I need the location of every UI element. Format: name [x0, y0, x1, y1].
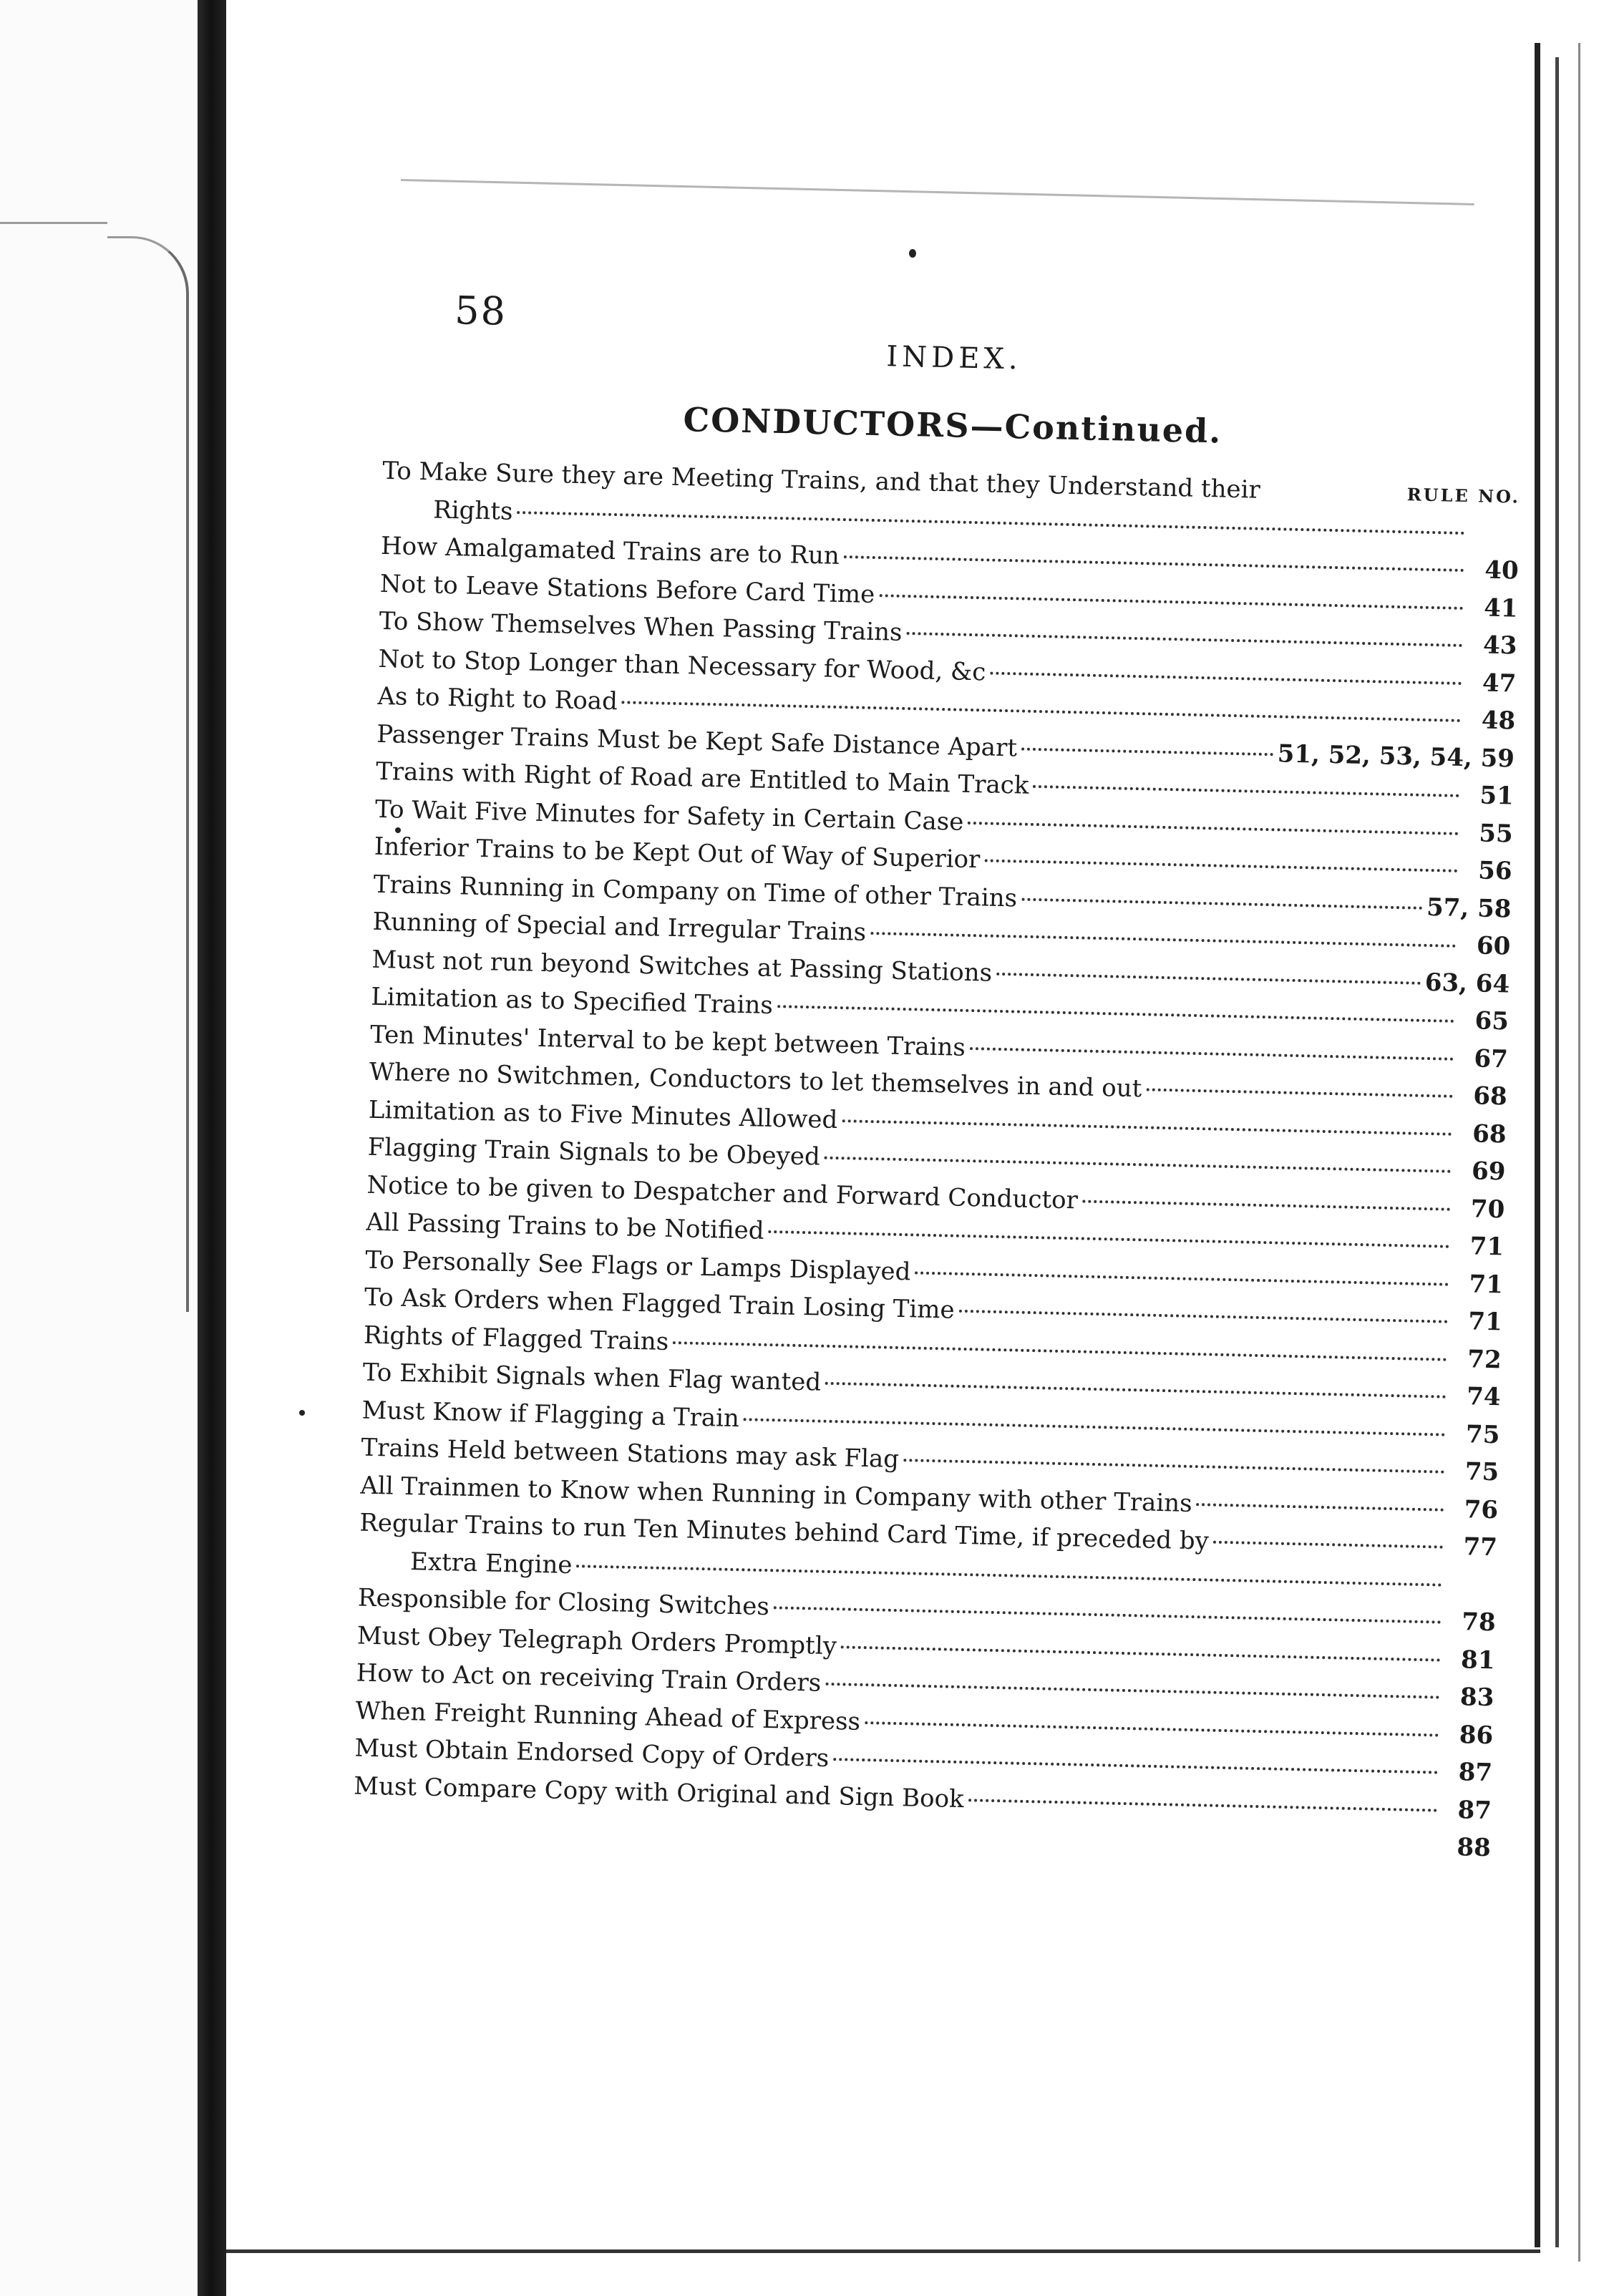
entry-text: Must Obtain Endorsed Copy of Orders [354, 1733, 830, 1773]
rule-number: 55 [1478, 818, 1514, 849]
entry-text: Trains with Right of Road are Entitled to Main Track [375, 757, 1029, 800]
rule-number: 51, 52, 53, 54, 59 [1277, 739, 1515, 774]
section-title: CONDUCTORS—Continued. [682, 400, 1222, 451]
entry-text: Limitation as to Specified Trains [370, 982, 774, 1021]
dot-leader [1033, 785, 1459, 797]
page-number: 58 [454, 288, 507, 334]
entry-text: Not to Leave Stations Before Card Time [379, 569, 875, 609]
page-crease-line [0, 222, 107, 224]
page-fold-line [401, 179, 1474, 205]
entry-text: To Wait Five Minutes for Safety in Certain Case [374, 794, 964, 837]
dot-leader [1146, 1088, 1452, 1097]
dot-leader [768, 1230, 1449, 1248]
dot-leader [777, 1005, 1454, 1023]
page-crease [107, 236, 189, 1312]
rule-number: 68 [1472, 1119, 1507, 1149]
dot-leader [833, 1758, 1438, 1774]
entry-text: Regular Trains to run Ten Minutes behind Card Time, if preceded by [359, 1508, 1210, 1556]
dot-leader [1213, 1541, 1443, 1549]
dot-leader [968, 821, 1458, 835]
entry-text: All Passing Trains to be Notified [366, 1207, 764, 1245]
dot-leader [1021, 747, 1273, 756]
rule-number: 76 [1464, 1494, 1499, 1524]
entry-text: Where no Switchmen, Conductors to let themselves in and out [369, 1057, 1142, 1104]
rule-number: 71 [1468, 1307, 1503, 1337]
rule-number: 63, 64 [1424, 968, 1510, 998]
entry-text: How Amalgamated Trains are to Run [380, 531, 840, 570]
facing-page [0, 0, 198, 2296]
dot-leader [825, 1157, 1452, 1173]
entry-text: Must Know if Flagging a Train [361, 1396, 740, 1433]
rule-number: 70 [1470, 1194, 1505, 1224]
ink-speck [909, 249, 916, 258]
dot-leader [825, 1382, 1447, 1398]
dot-leader [357, 1826, 1437, 1849]
entry-text: To Exhibit Signals when Flag wanted [362, 1358, 822, 1397]
rule-number: 72 [1467, 1344, 1502, 1374]
entry-text: Running of Special and Irregular Trains [372, 907, 867, 947]
dot-leader [576, 1565, 1442, 1586]
rule-number: 75 [1465, 1419, 1500, 1449]
rule-number: 67 [1474, 1044, 1509, 1074]
rule-number: 56 [1477, 856, 1512, 886]
entry-text: As to Right to Road [377, 681, 618, 716]
entry-text: Passenger Trains Must be Kept Safe Distance Apart [376, 719, 1018, 762]
page-edge [1578, 43, 1580, 2262]
dot-leader [865, 1721, 1439, 1737]
dot-leader [903, 1459, 1444, 1474]
dot-leader [970, 1047, 1454, 1061]
entry-text: Must Obey Telegraph Orders Promptly [356, 1621, 837, 1660]
column-header-rule-no: RULE NO. [1406, 484, 1521, 507]
rule-number: 40 [1484, 555, 1520, 585]
entry-text: How to Act on receiving Train Orders [356, 1658, 822, 1698]
rule-number: 41 [1483, 593, 1518, 623]
rule-number [1469, 540, 1520, 542]
rule-number: 43 [1482, 631, 1517, 661]
entry-text: Not to Stop Longer than Necessary for Wood, &c [378, 644, 986, 686]
rule-number: 65 [1474, 1006, 1510, 1036]
entry-text: Limitation as to Five Minutes Allowed [368, 1095, 838, 1134]
entry-text: Extra Engine [409, 1547, 573, 1580]
entry-text: Ten Minutes' Interval to be kept between Trains [369, 1020, 966, 1062]
rule-number: 77 [1463, 1532, 1498, 1562]
rule-number: 83 [1459, 1683, 1494, 1713]
entry-text: All Trainmen to Know when Running in Company with other Trains [360, 1471, 1193, 1518]
entry-text: Inferior Trains to be Kept Out of Way of Superior [374, 832, 981, 875]
dot-leader [906, 632, 1462, 647]
entry-text: When Freight Running Ahead of Express [355, 1696, 861, 1736]
rule-number: 57, 58 [1426, 892, 1512, 923]
rule-number: 71 [1469, 1269, 1504, 1299]
rule-number: 74 [1466, 1382, 1501, 1412]
index-entries [353, 452, 1521, 1867]
dot-leader [996, 972, 1421, 984]
index-page [352, 286, 1525, 1885]
rule-number: 75 [1464, 1457, 1499, 1487]
dot-leader [825, 1683, 1439, 1699]
rule-number: 87 [1458, 1758, 1493, 1788]
entry-text: Rights [432, 495, 513, 526]
rule-number: 78 [1461, 1607, 1497, 1638]
running-head: INDEX. [885, 340, 1023, 376]
book-gutter [198, 0, 226, 2296]
dot-leader [1197, 1503, 1444, 1512]
rule-number: 48 [1481, 706, 1516, 736]
entry-text: Trains Held between Stations may ask Flag [361, 1433, 900, 1474]
rule-number: 47 [1482, 668, 1517, 699]
rule-number: 51 [1479, 781, 1515, 811]
entry-text: Rights of Flagged Trains [363, 1320, 669, 1356]
rule-number: 69 [1471, 1157, 1506, 1187]
page-edge [1535, 43, 1540, 2247]
dot-leader [517, 511, 1465, 535]
dot-leader [915, 1271, 1449, 1285]
entry-text: To Ask Orders when Flagged Train Losing Time [364, 1283, 955, 1325]
dot-leader [744, 1418, 1446, 1436]
rule-number [1447, 1592, 1497, 1593]
dot-leader [870, 932, 1456, 948]
entry-text: Must not run beyond Switches at Passing Stations [371, 945, 993, 988]
rule-number: 88 [1457, 1833, 1492, 1863]
dot-leader [958, 1310, 1447, 1323]
dot-leader [841, 1645, 1441, 1661]
rule-number: 86 [1459, 1720, 1494, 1750]
dot-leader [844, 555, 1464, 572]
rule-number: 71 [1469, 1232, 1505, 1262]
rule-number: 68 [1472, 1081, 1508, 1111]
rule-number: 87 [1457, 1795, 1492, 1825]
ink-speck [299, 1410, 305, 1416]
rule-number: 81 [1460, 1645, 1495, 1675]
dot-leader [1082, 1200, 1450, 1210]
dot-leader [990, 671, 1462, 684]
entry-text: To Personally See Flags or Lamps Displayed [364, 1245, 911, 1286]
dot-leader [842, 1119, 1452, 1136]
page-bottom-edge [226, 2249, 1540, 2253]
entry-text: Must Compare Copy with Original and Sign Book [353, 1771, 965, 1814]
rule-number: 60 [1476, 931, 1511, 961]
dot-leader [774, 1606, 1442, 1623]
entry-text: Notice to be given to Despatcher and Forward Conductor [366, 1170, 1079, 1215]
dot-leader [984, 859, 1457, 872]
entry-text: To Make Sure they are Meeting Trains, and that they Understand their [381, 456, 1261, 505]
dot-leader [968, 1799, 1437, 1811]
dot-leader [622, 701, 1461, 722]
entry-text: Responsible for Closing Switches [357, 1583, 770, 1622]
entry-text: Trains Running in Company on Time of other Trains [373, 870, 1018, 913]
page-edge [1555, 57, 1559, 2247]
dot-leader [673, 1341, 1447, 1361]
dot-leader [1021, 898, 1422, 909]
dot-leader [879, 594, 1463, 610]
entry-text: Flagging Train Signals to be Obeyed [367, 1132, 821, 1172]
entry-text: To Show Themselves When Passing Trains [379, 606, 903, 647]
